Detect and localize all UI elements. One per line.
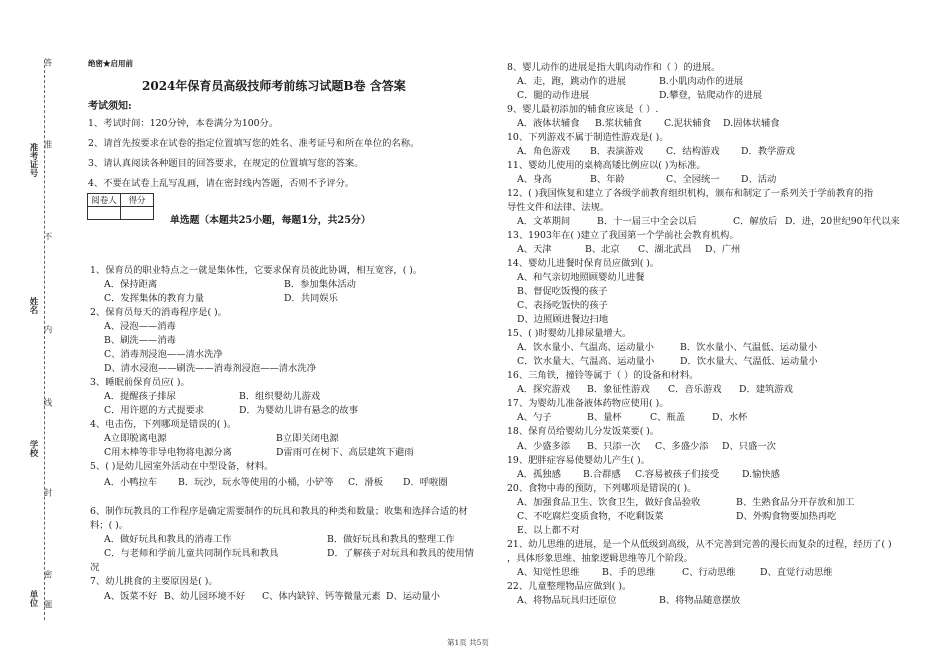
notice-item: 2、请首先按要求在试卷的指定位置填写您的姓名、准考证号和所在单位的名称。 <box>88 138 420 149</box>
option: C、瓶盖 <box>650 412 686 423</box>
option: B．象征性游戏 <box>587 384 650 395</box>
option: A．做好玩具和教具的消毒工作 <box>104 534 232 545</box>
seal-char: 内 <box>42 325 52 334</box>
score-table-reviewer: 阅卷人 <box>88 194 121 207</box>
option: B、生熟食品分开存放和加工 <box>736 497 855 508</box>
option: D、运动量小 <box>386 591 440 602</box>
seal-char: 线 <box>42 398 52 407</box>
question-stem: 4、电击伤，下列哪项是错误的( )。 <box>90 419 237 430</box>
option: D雷雨可在树下、高层建筑下避雨 <box>276 447 414 458</box>
question-stem: 12、( )我国恢复和建立了各级学前教育组织机构，颁布和制定了一系列关于学前教育的指 <box>507 188 874 199</box>
question-stem: 22、儿童整理物品应做到( )。 <box>507 581 632 592</box>
option: B．玩沙，玩水等使用的小桶，小铲等 <box>178 477 334 488</box>
option: C．腿的动作进展 <box>517 90 590 101</box>
option: D．饮水量大、气温低、运动量小 <box>680 356 818 367</box>
notice-heading: 考试须知: <box>88 101 132 112</box>
option: B.合群感 <box>583 469 621 480</box>
option: B．参加集体活动 <box>284 279 356 290</box>
option: A．液体状辅食 <box>517 118 580 129</box>
option: A、身高 <box>517 174 552 185</box>
option: D．呼啦圈 <box>403 477 448 488</box>
score-cell[interactable] <box>121 207 154 220</box>
question-stem: 16、三角铁，撞铃等属于（ ）的设备和材料。 <box>507 370 699 381</box>
header-note: 绝密★启用前 <box>88 59 133 68</box>
option: A．保持距离 <box>104 279 158 290</box>
question-stem-cont: ，具体形象思维、抽象逻辑思维等几个阶段。 <box>507 553 693 564</box>
option: B、幼儿园环境不好 <box>164 591 246 602</box>
option: D.攀登，钻爬动作的进展 <box>659 90 763 101</box>
seal-char: 答 <box>42 58 52 67</box>
option: D、水杯 <box>712 412 748 423</box>
option: A、加强食品卫生、饮食卫生，做好食品验收 <box>517 497 701 508</box>
option: D．进，20世纪90年代以来 <box>785 216 900 227</box>
option: B、北京 <box>585 244 620 255</box>
option: C、行动思维 <box>682 567 736 578</box>
option: C、湖北武昌 <box>638 244 692 255</box>
option: A．小鸭拉车 <box>104 477 158 488</box>
page-footer: 第1页 共5页 <box>447 638 489 647</box>
option: C、不吃腐烂变质食物，不吃剩饭菜 <box>517 511 664 522</box>
option: C．结构游戏 <box>666 146 720 157</box>
option: A．提醒孩子排尿 <box>104 391 176 402</box>
section-title: 单选题（本题共25小题，每题1分，共25分） <box>170 215 371 226</box>
option: B、刷洗——消毒 <box>104 335 176 346</box>
question-stem: 18、保育员给婴幼儿分发饭菜要( )。 <box>507 426 660 437</box>
option: C、表扬吃饭快的孩子 <box>517 300 608 311</box>
question-stem-cont: 导性文件和法律、法规。 <box>507 202 610 213</box>
option: D、只盛一次 <box>722 441 776 452</box>
option: A、天津 <box>517 244 552 255</box>
option: C．音乐游戏 <box>668 384 722 395</box>
option: A、和气亲切地照顾婴幼儿进餐 <box>517 272 645 283</box>
option: D、外购食物要加热再吃 <box>736 511 837 522</box>
option: A、少盛多添 <box>517 441 571 452</box>
option: D．建筑游戏 <box>739 384 793 395</box>
option: A、饭菜不好 <box>104 591 158 602</box>
option: C.泥状辅食 <box>664 118 711 129</box>
option: D．为婴幼儿讲有悬念的故事 <box>239 405 359 416</box>
seal-char: 题 <box>42 600 52 609</box>
question-stem: 7、幼儿挑食的主要原因是( )。 <box>90 576 218 587</box>
option: D．教学游戏 <box>741 146 795 157</box>
option: A、知觉性思维 <box>517 567 580 578</box>
option: B．十一届三中全会以后 <box>597 216 697 227</box>
option: A．饮水量小、气温高、运动量小 <box>517 342 654 353</box>
option: B、量杯 <box>587 412 622 423</box>
option: A．走，跑，跳动作的进展 <box>517 76 626 87</box>
seal-char: 不 <box>42 232 52 241</box>
notice-item: 4、不要在试卷上乱写乱画，请在密封线内答题，否则不予评分。 <box>88 178 355 189</box>
option: D．共同娱乐 <box>284 293 338 304</box>
option: C、全园统一 <box>666 174 720 185</box>
option: A．角色游戏 <box>517 146 571 157</box>
question-stem-cont: 料；( )。 <box>90 520 129 531</box>
option: B.小肌肉动作的进展 <box>659 76 744 87</box>
sidebar-label-name: 姓名 <box>28 297 38 314</box>
question-stem: 20、食物中毒的预防，下列哪项是错误的( )。 <box>507 483 697 494</box>
question-stem: 15、( )时婴幼儿排尿量增大。 <box>507 328 632 339</box>
option: C．解放后 <box>733 216 778 227</box>
sidebar-label-unit: 单位 <box>28 590 38 607</box>
option-cont: 况 <box>90 562 100 573</box>
option: C．饮水量大、气温高、运动量小 <box>517 356 655 367</box>
question-stem: 6、制作玩教具的工作程序是确定需要制作的玩具和教具的种类和数量；收集和选择合适的材 <box>90 506 468 517</box>
seal-char: 准 <box>42 140 52 149</box>
question-stem: 1、保育员的职业特点之一就是集体性，它要求保育员彼此协调，相互宽容，( )。 <box>90 265 423 276</box>
question-stem: 19、肥胖症容易使婴幼儿产生( )。 <box>507 455 650 466</box>
notice-item: 1、考试时间：120分钟，本卷满分为100分。 <box>88 118 279 129</box>
option: B、年龄 <box>590 174 625 185</box>
page-title: 2024年保育员高级技师考前练习试题B卷 含答案 <box>142 79 406 93</box>
question-stem: 13、1903年在( )建立了我国第一个学前社会教育机构。 <box>507 230 739 241</box>
question-stem: 2、保育员每天的消毒程序是( )。 <box>90 307 227 318</box>
option: A．孤独感 <box>517 469 561 480</box>
question-stem: 9、婴儿最初添加的辅食应该是（ ）. <box>507 104 659 115</box>
option: D、清水浸泡——刷洗——消毒剂浸泡——清水洗净 <box>104 363 316 374</box>
option: C.容易被孩子们接受 <box>635 469 720 480</box>
option: A、将物品玩具归还原位 <box>517 595 617 606</box>
option: C、多盛少添 <box>655 441 709 452</box>
option: A．文革期间 <box>517 216 571 227</box>
option: D.愉快感 <box>742 469 780 480</box>
option: B.浆状辅食 <box>595 118 642 129</box>
notice-item: 3、请认真阅读各种题目的回答要求，在规定的位置填写您的答案。 <box>88 158 364 169</box>
question-stem: 14、婴幼儿进餐时保育员应做到( )。 <box>507 258 660 269</box>
option: C、消毒剂浸泡——清水洗净 <box>104 349 223 360</box>
option: C．与老师和学前儿童共同制作玩具和教具 <box>104 548 279 559</box>
option: D、直觉行动思维 <box>760 567 833 578</box>
option: B、将物品随意摆放 <box>659 595 741 606</box>
option: C．用许愿的方式提要求 <box>104 405 205 416</box>
option: D、边照顾进餐边扫地 <box>517 314 609 325</box>
question-stem: 5、( )是幼儿园室外活动在中型设备，材料。 <box>90 461 274 472</box>
question-stem: 10、下列游戏不属于制造性游戏是( )。 <box>507 132 669 143</box>
score-table <box>87 193 154 220</box>
option: E、以上都不对 <box>517 525 580 536</box>
option: B、督促吃饭慢的孩子 <box>517 286 608 297</box>
score-table-score: 得分 <box>121 194 154 207</box>
option: B．组织婴幼儿游戏 <box>239 391 321 402</box>
question-stem: 3、睡眠前保育员应( )。 <box>90 377 190 388</box>
option: B．表演游戏 <box>590 146 644 157</box>
question-stem: 21、幼儿思维的进展，是一个从低级到高级，从不完善到完善的漫长而复杂的过程，经历了( ) <box>507 539 892 550</box>
option: A、勺子 <box>517 412 552 423</box>
sidebar-label-school: 学校 <box>28 440 38 457</box>
option: A．探究游戏 <box>517 384 571 395</box>
seal-char: 密 <box>42 570 52 579</box>
option: B立即关闭电源 <box>276 433 339 444</box>
question-stem: 17、为婴幼儿准备液体药物应使用( )。 <box>507 398 669 409</box>
option: C．滑板 <box>348 477 384 488</box>
question-stem: 8、婴儿动作的进展是指大肌肉动作和（ ）的进展。 <box>507 62 721 73</box>
option: B．饮水量小、气温低、运动量小 <box>680 342 817 353</box>
option: D.固体状辅食 <box>723 118 780 129</box>
option: B、手的思维 <box>602 567 656 578</box>
option: A立即脱离电源 <box>104 433 167 444</box>
option: C．发挥集体的教育力量 <box>104 293 205 304</box>
option: B．做好玩具和教具的整理工作 <box>327 534 455 545</box>
option: C、体内缺锌、钙等微量元素 <box>262 591 381 602</box>
score-cell[interactable] <box>88 207 121 220</box>
option: B、只添一次 <box>587 441 641 452</box>
option: D、广州 <box>705 244 741 255</box>
question-stem: 11、婴幼儿使用的桌椅高矮比例应以( )为标准。 <box>507 160 706 171</box>
option: D、活动 <box>741 174 777 185</box>
option: A、浸泡——消毒 <box>104 321 176 332</box>
seal-char: 封 <box>42 488 52 497</box>
sidebar-label-zkzh: 准考证号 <box>28 143 38 177</box>
option: C用木棒等非导电物将电源分离 <box>104 447 232 458</box>
option: D．了解孩子对玩具和教具的使用情 <box>327 548 474 559</box>
